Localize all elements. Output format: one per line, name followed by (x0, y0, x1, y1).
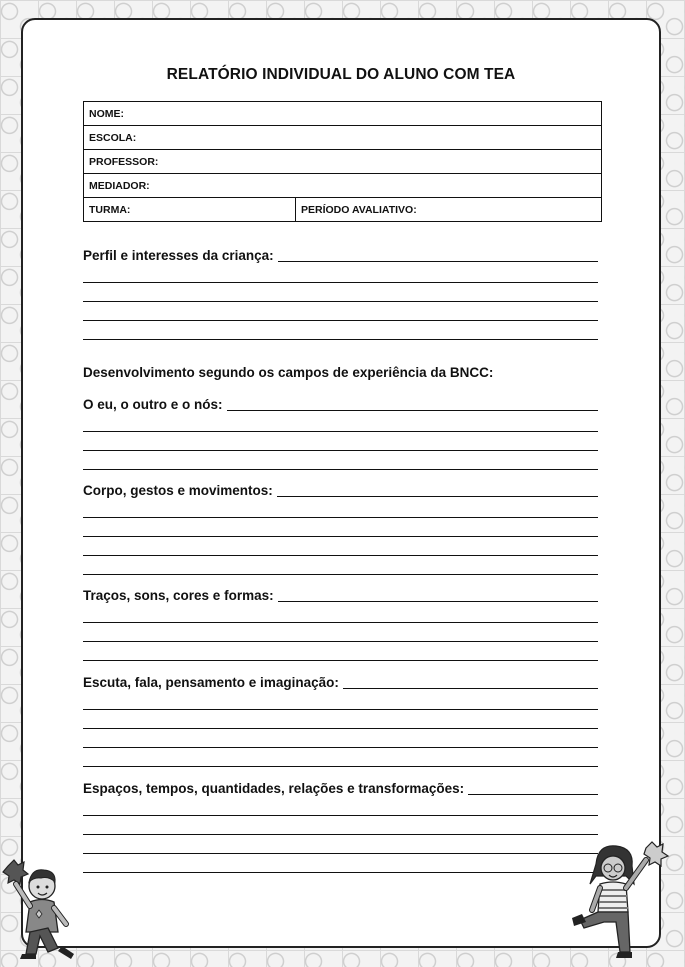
boy-with-puzzle-illustration (2, 856, 88, 964)
answer-line[interactable] (83, 797, 598, 816)
answer-line[interactable] (83, 451, 598, 470)
section-espacos (83, 779, 598, 873)
answer-line[interactable] (468, 794, 598, 795)
answer-line[interactable] (278, 601, 598, 602)
answer-line[interactable] (83, 537, 598, 556)
section-corpo (83, 481, 598, 575)
section-label: Perfil e interesses da criança: (83, 248, 274, 263)
section-label: Espaços, tempos, quantidades, relações e transformações: (83, 781, 465, 796)
answer-line[interactable] (278, 261, 598, 262)
answer-line[interactable] (227, 410, 599, 411)
answer-line[interactable] (83, 432, 598, 451)
answer-line[interactable] (83, 499, 598, 518)
page-title: RELATÓRIO INDIVIDUAL DO ALUNO COM TEA (166, 66, 516, 83)
section-label: Traços, sons, cores e formas: (83, 588, 274, 603)
answer-line[interactable] (83, 748, 598, 767)
answer-line[interactable] (343, 688, 598, 689)
mediator-field[interactable]: MEDIADOR: (84, 174, 602, 198)
answer-line[interactable] (83, 854, 598, 873)
section-escuta (83, 673, 598, 767)
answer-line[interactable] (83, 835, 598, 854)
evaluation-period-field[interactable]: PERÍODO AVALIATIVO: (296, 198, 602, 222)
answer-line[interactable] (83, 556, 598, 575)
answer-line[interactable] (277, 496, 598, 497)
answer-line[interactable] (83, 518, 598, 537)
class-field[interactable]: TURMA: (84, 198, 296, 222)
bncc-heading: Desenvolvimento segundo os campos de experiência da BNCC: (83, 365, 494, 380)
table-row (84, 102, 602, 126)
answer-line[interactable] (83, 710, 598, 729)
girl-with-puzzle-illustration (566, 838, 671, 964)
table-row (84, 126, 602, 150)
student-info-table (83, 101, 602, 222)
answer-line[interactable] (83, 729, 598, 748)
answer-line[interactable] (83, 283, 598, 302)
answer-line[interactable] (83, 642, 598, 661)
answer-line[interactable] (83, 691, 598, 710)
table-row (84, 198, 602, 222)
section-label: Corpo, gestos e movimentos: (83, 483, 273, 498)
section-label: Escuta, fala, pensamento e imaginação: (83, 675, 339, 690)
answer-line[interactable] (83, 604, 598, 623)
answer-line[interactable] (83, 816, 598, 835)
answer-line[interactable] (83, 321, 598, 340)
school-field[interactable]: ESCOLA: (84, 126, 602, 150)
section-tracos (83, 586, 598, 661)
answer-line[interactable] (83, 623, 598, 642)
section-eu-outro (83, 395, 598, 470)
section-perfil (83, 246, 598, 340)
answer-line[interactable] (83, 264, 598, 283)
teacher-field[interactable]: PROFESSOR: (84, 150, 602, 174)
section-label: O eu, o outro e o nós: (83, 397, 223, 412)
answer-line[interactable] (83, 302, 598, 321)
table-row (84, 150, 602, 174)
table-row (84, 174, 602, 198)
name-field[interactable]: NOME: (84, 102, 602, 126)
answer-line[interactable] (83, 413, 598, 432)
